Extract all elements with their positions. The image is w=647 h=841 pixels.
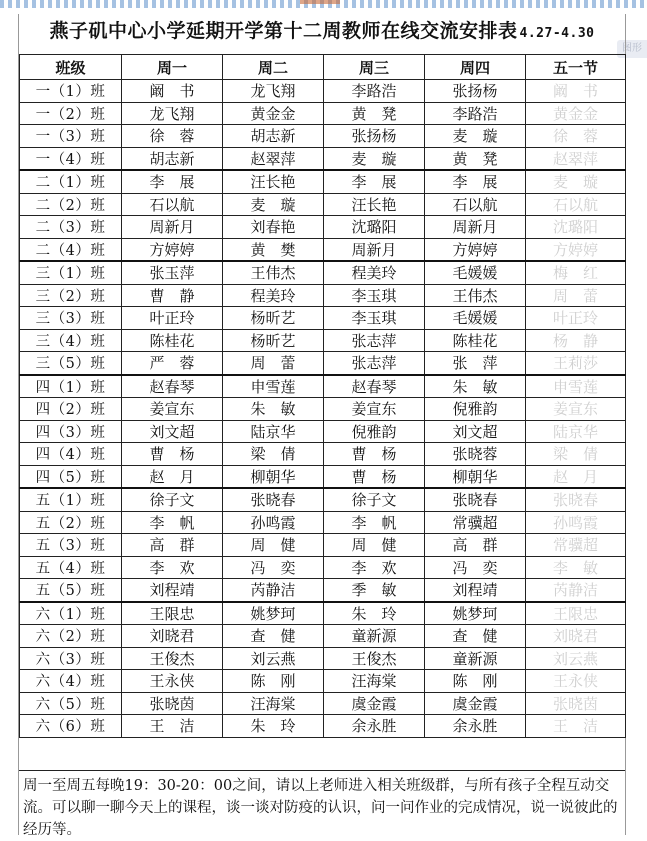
teacher-cell: 虞金霞 [425,692,526,715]
table-row [20,556,626,579]
class-cell: 一（2）班 [20,102,122,125]
class-cell: 四（4）班 [20,443,122,466]
teacher-cell: 刘文超 [122,420,223,443]
mayday-teacher-cell: 阚 书 [526,80,626,103]
mayday-teacher-cell: 姜宣东 [526,398,626,421]
teacher-cell: 赵翠萍 [223,147,324,170]
mayday-teacher-cell: 杨 静 [526,329,626,352]
teacher-cell: 李 展 [324,170,425,193]
mayday-teacher-cell: 梅 红 [526,261,626,284]
teacher-cell: 杨昕艺 [223,307,324,330]
teacher-cell: 赵 月 [122,465,223,488]
teacher-cell: 毛媛媛 [425,307,526,330]
mayday-teacher-cell: 沈璐阳 [526,216,626,239]
teacher-cell: 张扬杨 [425,80,526,103]
class-cell: 六（4）班 [20,670,122,693]
teacher-cell: 查 健 [223,625,324,648]
mayday-teacher-cell: 王莉莎 [526,352,626,375]
table-row [20,579,626,602]
table-row [20,602,626,625]
mayday-teacher-cell: 张晓茵 [526,692,626,715]
table-row [20,352,626,375]
teacher-cell: 黄 凳 [324,102,425,125]
teacher-cell: 申雪莲 [223,375,324,398]
teacher-cell: 陈 刚 [425,670,526,693]
teacher-cell: 麦 璇 [324,147,425,170]
teacher-cell: 季 敏 [324,579,425,602]
teacher-cell: 朱 敏 [425,375,526,398]
teacher-cell: 汪长艳 [223,170,324,193]
mayday-teacher-cell: 孙鸣霞 [526,511,626,534]
teacher-cell: 汪海棠 [324,670,425,693]
teacher-cell: 方婷婷 [122,238,223,261]
teacher-cell: 刘文超 [425,420,526,443]
header-wed: 周三 [324,55,425,80]
teacher-cell: 虞金霞 [324,692,425,715]
teacher-cell: 曹 静 [122,284,223,307]
table-row [20,216,626,239]
teacher-cell: 刘程靖 [425,579,526,602]
mayday-teacher-cell: 申雪莲 [526,375,626,398]
mayday-teacher-cell: 麦 璇 [526,170,626,193]
table-row [20,170,626,193]
table-row [20,647,626,670]
teacher-cell: 严 蓉 [122,352,223,375]
teacher-cell: 童新源 [425,647,526,670]
teacher-cell: 王俊杰 [324,647,425,670]
class-cell: 三（4）班 [20,329,122,352]
class-cell: 五（1）班 [20,488,122,511]
teacher-cell: 周新月 [122,216,223,239]
header-row [20,55,626,80]
teacher-cell: 黄 樊 [223,238,324,261]
mayday-teacher-cell: 方婷婷 [526,238,626,261]
title-dates: 4.27-4.30 [519,26,595,41]
mayday-teacher-cell: 陆京华 [526,420,626,443]
class-cell: 六（3）班 [20,647,122,670]
teacher-cell: 张志萍 [324,352,425,375]
teacher-cell: 阚 书 [122,80,223,103]
teacher-cell: 张志萍 [324,329,425,352]
class-cell: 一（3）班 [20,125,122,148]
title-text: 燕子矶中心小学延期开学第十二周教师在线交流安排表 [49,20,518,42]
mayday-teacher-cell: 李 敏 [526,556,626,579]
teacher-cell: 查 健 [425,625,526,648]
page-title [19,16,625,52]
teacher-cell: 曹 杨 [122,443,223,466]
mayday-teacher-cell: 芮静洁 [526,579,626,602]
class-cell: 二（2）班 [20,193,122,216]
table-row [20,692,626,715]
mayday-teacher-cell: 刘晓君 [526,625,626,648]
teacher-cell: 张晓春 [425,488,526,511]
class-cell: 五（2）班 [20,511,122,534]
teacher-cell: 张扬杨 [324,125,425,148]
table-body [20,80,626,738]
class-cell: 五（4）班 [20,556,122,579]
header-thu: 周四 [425,55,526,80]
class-cell: 四（3）班 [20,420,122,443]
teacher-cell: 周新月 [425,216,526,239]
class-cell: 二（4）班 [20,238,122,261]
teacher-cell: 黄金金 [223,102,324,125]
teacher-cell: 王永侠 [122,670,223,693]
teacher-cell: 冯 奕 [223,556,324,579]
teacher-cell: 胡志新 [122,147,223,170]
side-tab[interactable]: 图形 [617,40,647,58]
class-cell: 四（2）班 [20,398,122,421]
teacher-cell: 徐子文 [122,488,223,511]
teacher-cell: 周 健 [324,534,425,557]
teacher-cell: 刘晓君 [122,625,223,648]
header-mayday: 五一节 [526,55,626,80]
teacher-cell: 芮静洁 [223,579,324,602]
teacher-cell: 石以航 [425,193,526,216]
schedule-sheet [18,14,626,838]
class-cell: 五（3）班 [20,534,122,557]
teacher-cell: 李玉琪 [324,284,425,307]
teacher-cell: 朱 玲 [324,602,425,625]
instruction-note: 周一至周五每晚19：30-20：00之间，请以上老师进入相关班级群，与所有孩子全程互动交流。可以聊一聊今天上的课程，谈一谈对防疫的认识，问一问作业的完成情况，说一说彼此的经历等。 [19,770,625,841]
class-cell: 一（1）班 [20,80,122,103]
teacher-cell: 方婷婷 [425,238,526,261]
teacher-cell: 朱 玲 [223,715,324,738]
teacher-cell: 倪雅韵 [425,398,526,421]
teacher-cell: 常骥超 [425,511,526,534]
mayday-teacher-cell: 张晓春 [526,488,626,511]
teacher-cell: 李 欢 [324,556,425,579]
table-row [20,670,626,693]
teacher-cell: 李 展 [425,170,526,193]
teacher-cell: 陈桂花 [122,329,223,352]
teacher-cell: 李 欢 [122,556,223,579]
teacher-cell: 余永胜 [324,715,425,738]
teacher-cell: 李路浩 [425,102,526,125]
teacher-cell: 余永胜 [425,715,526,738]
teacher-cell: 曹 杨 [324,443,425,466]
teacher-cell: 朱 敏 [223,398,324,421]
teacher-cell: 黄 凳 [425,147,526,170]
top-marker [300,0,340,4]
teacher-cell: 麦 璇 [223,193,324,216]
table-row [20,465,626,488]
teacher-cell: 刘云燕 [223,647,324,670]
teacher-cell: 周 健 [223,534,324,557]
table-row [20,193,626,216]
teacher-cell: 李 帆 [324,511,425,534]
mayday-teacher-cell: 徐 蓉 [526,125,626,148]
teacher-cell: 刘程靖 [122,579,223,602]
class-cell: 六（5）班 [20,692,122,715]
class-cell: 五（5）班 [20,579,122,602]
class-cell: 六（2）班 [20,625,122,648]
teacher-cell: 龙飞翔 [223,80,324,103]
table-row [20,625,626,648]
teacher-cell: 胡志新 [223,125,324,148]
table-row [20,534,626,557]
table-row [20,307,626,330]
mayday-teacher-cell: 赵 月 [526,465,626,488]
teacher-cell: 曹 杨 [324,465,425,488]
header-class: 班级 [20,55,122,80]
teacher-cell: 刘春艳 [223,216,324,239]
teacher-cell: 高 群 [425,534,526,557]
teacher-cell: 叶正玲 [122,307,223,330]
teacher-cell: 赵春琴 [324,375,425,398]
mayday-teacher-cell: 刘云燕 [526,647,626,670]
class-cell: 三（2）班 [20,284,122,307]
teacher-cell: 柳朝华 [223,465,324,488]
class-cell: 三（1）班 [20,261,122,284]
class-cell: 一（4）班 [20,147,122,170]
class-cell: 四（1）班 [20,375,122,398]
teacher-cell: 柳朝华 [425,465,526,488]
teacher-cell: 杨昕艺 [223,329,324,352]
teacher-cell: 王 洁 [122,715,223,738]
class-cell: 六（1）班 [20,602,122,625]
teacher-cell: 龙飞翔 [122,102,223,125]
mayday-teacher-cell: 周 蕾 [526,284,626,307]
teacher-cell: 王伟杰 [425,284,526,307]
schedule-table [19,54,626,738]
teacher-cell: 石以航 [122,193,223,216]
class-cell: 三（3）班 [20,307,122,330]
teacher-cell: 王俊杰 [122,647,223,670]
teacher-cell: 姜宣东 [122,398,223,421]
table-row [20,125,626,148]
mayday-teacher-cell: 王限忠 [526,602,626,625]
teacher-cell: 沈璐阳 [324,216,425,239]
teacher-cell: 程美玲 [324,261,425,284]
teacher-cell: 姚梦珂 [425,602,526,625]
teacher-cell: 周 蕾 [223,352,324,375]
teacher-cell: 李 展 [122,170,223,193]
mayday-teacher-cell: 叶正玲 [526,307,626,330]
table-row [20,102,626,125]
table-row [20,329,626,352]
class-cell: 六（6）班 [20,715,122,738]
table-row [20,715,626,738]
header-tue: 周二 [223,55,324,80]
mayday-teacher-cell: 赵翠萍 [526,147,626,170]
table-row [20,420,626,443]
teacher-cell: 姚梦珂 [223,602,324,625]
table-row [20,375,626,398]
teacher-cell: 高 群 [122,534,223,557]
teacher-cell: 冯 奕 [425,556,526,579]
header-mon: 周一 [122,55,223,80]
teacher-cell: 李路浩 [324,80,425,103]
teacher-cell: 张玉萍 [122,261,223,284]
teacher-cell: 徐 蓉 [122,125,223,148]
teacher-cell: 张晓春 [223,488,324,511]
mayday-teacher-cell: 黄金金 [526,102,626,125]
mayday-teacher-cell: 常骥超 [526,534,626,557]
teacher-cell: 倪雅韵 [324,420,425,443]
table-row [20,80,626,103]
class-cell: 二（1）班 [20,170,122,193]
teacher-cell: 陈桂花 [425,329,526,352]
teacher-cell: 毛媛媛 [425,261,526,284]
table-row [20,488,626,511]
table-row [20,398,626,421]
mayday-teacher-cell: 王永侠 [526,670,626,693]
teacher-cell: 李玉琪 [324,307,425,330]
teacher-cell: 周新月 [324,238,425,261]
mayday-teacher-cell: 梁 倩 [526,443,626,466]
teacher-cell: 赵春琴 [122,375,223,398]
teacher-cell: 姜宣东 [324,398,425,421]
teacher-cell: 王伟杰 [223,261,324,284]
teacher-cell: 陆京华 [223,420,324,443]
table-row [20,261,626,284]
table-row [20,238,626,261]
teacher-cell: 王限忠 [122,602,223,625]
class-cell: 四（5）班 [20,465,122,488]
teacher-cell: 徐子文 [324,488,425,511]
teacher-cell: 张晓蓉 [425,443,526,466]
teacher-cell: 陈 刚 [223,670,324,693]
teacher-cell: 汪长艳 [324,193,425,216]
teacher-cell: 李 帆 [122,511,223,534]
table-row [20,284,626,307]
mayday-teacher-cell: 王 洁 [526,715,626,738]
class-cell: 二（3）班 [20,216,122,239]
teacher-cell: 孙鸣霞 [223,511,324,534]
teacher-cell: 张晓茵 [122,692,223,715]
teacher-cell: 汪海棠 [223,692,324,715]
teacher-cell: 程美玲 [223,284,324,307]
teacher-cell: 麦 璇 [425,125,526,148]
teacher-cell: 梁 倩 [223,443,324,466]
teacher-cell: 童新源 [324,625,425,648]
table-row [20,511,626,534]
mayday-teacher-cell: 石以航 [526,193,626,216]
teacher-cell: 张 萍 [425,352,526,375]
class-cell: 三（5）班 [20,352,122,375]
table-row [20,443,626,466]
table-row [20,147,626,170]
